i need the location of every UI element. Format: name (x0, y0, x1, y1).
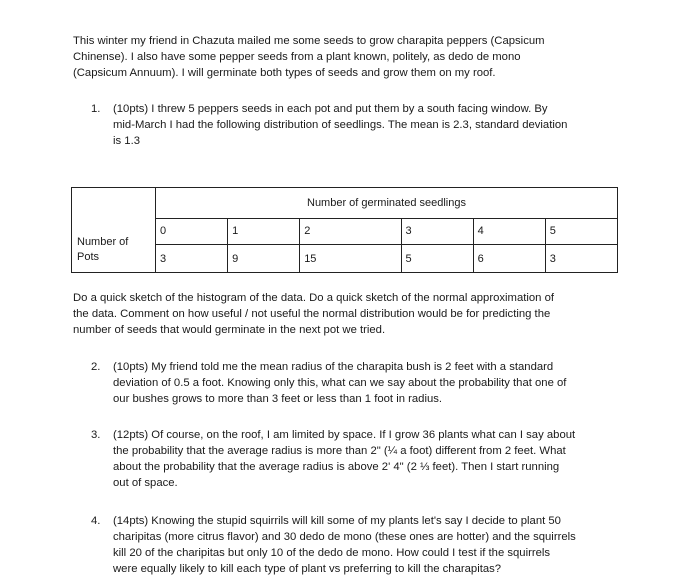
question-line: is 1.3 (113, 135, 141, 147)
question-2 (91, 359, 631, 407)
histogram-prompt (73, 290, 633, 338)
pot-count-cell: 15 (300, 245, 401, 273)
question-number: 1. (91, 103, 101, 115)
pot-count-cell: 6 (473, 245, 545, 273)
prompt-line: Do a quick sketch of the histogram of the data. Do a quick sketch of the normal approximation of (73, 292, 555, 304)
pot-count-cell: 9 (228, 245, 300, 273)
intro-paragraph (73, 33, 633, 81)
question-line: deviation of 0.5 a foot. Knowing only this, what can we say about the probability that one of (113, 377, 567, 389)
row-label (77, 235, 128, 265)
question-line: about the probability that the average radius is above 2' 4" (2 ⅓ feet). Then I start running (113, 461, 560, 473)
prompt-line: number of seeds that would germinate in the next pot we tried. (73, 324, 386, 336)
seedling-count-cell: 2 (300, 218, 401, 245)
question-1 (91, 101, 631, 149)
question-number: 3. (91, 429, 101, 441)
question-line: were equally likely to kill each type of plant vs preferring to kill the charapitas? (113, 563, 502, 575)
question-line: mid-March I had the following distribution of seedlings. The mean is 2.3, standard deviation (113, 119, 568, 131)
question-line: our bushes grows to more than 3 feet or less than 1 foot in radius. (113, 393, 443, 405)
question-text (113, 359, 631, 407)
seedling-count-cell: 1 (228, 218, 300, 245)
seedling-count-cell: 0 (156, 218, 228, 245)
question-text (113, 101, 631, 149)
table-header: Number of germinated seedlings (156, 188, 618, 219)
question-line: out of space. (113, 477, 178, 489)
pot-count-cell: 3 (545, 245, 617, 273)
seedling-count-cell: 5 (545, 218, 617, 245)
question-4 (91, 513, 631, 577)
prompt-line: the data. Comment on how useful / not useful the normal distribution would be for predicting the (73, 308, 551, 320)
question-line: the probability that the average radius is more than 2" (¼ a foot) different from 2 feet. What (113, 445, 566, 457)
intro-line: This winter my friend in Chazuta mailed me some seeds to grow charapita peppers (Capsicum (73, 35, 545, 47)
question-3 (91, 427, 631, 491)
seedlings-table (71, 187, 618, 273)
question-number: 2. (91, 361, 101, 373)
intro-line: (Capsicum Annuum). I will germinate both types of seeds and grow them on my roof. (73, 67, 496, 79)
question-line: (10pts) My friend told me the mean radius of the charapita bush is 2 feet with a standard (113, 361, 554, 373)
question-line: kill 20 of the charipitas but only 10 of the dedo de mono. How could I test if the squirrels (113, 547, 551, 559)
seedling-count-cell: 4 (473, 218, 545, 245)
pot-count-cell: 3 (156, 245, 228, 273)
question-text (113, 513, 631, 577)
seedling-count-cell: 3 (401, 218, 473, 245)
row-label-line: Number of (77, 236, 129, 248)
question-number: 4. (91, 515, 101, 527)
question-line: (10pts) I threw 5 peppers seeds in each pot and put them by a south facing window. By (113, 103, 548, 115)
question-line: (14pts) Knowing the stupid squirrils will kill some of my plants let's say I decide to plant 50 (113, 515, 561, 527)
intro-line: Chinense). I also have some pepper seeds from a plant known, politely, as dedo de mono (73, 51, 521, 63)
question-text (113, 427, 631, 491)
question-line: charipitas (more citrus flavor) and 30 dedo de mono (these ones are hotter) and the squirrels (113, 531, 576, 543)
row-label-line: Pots (77, 251, 100, 263)
question-line: (12pts) Of course, on the roof, I am limited by space. If I grow 36 plants what can I say about (113, 429, 576, 441)
pot-count-cell: 5 (401, 245, 473, 273)
